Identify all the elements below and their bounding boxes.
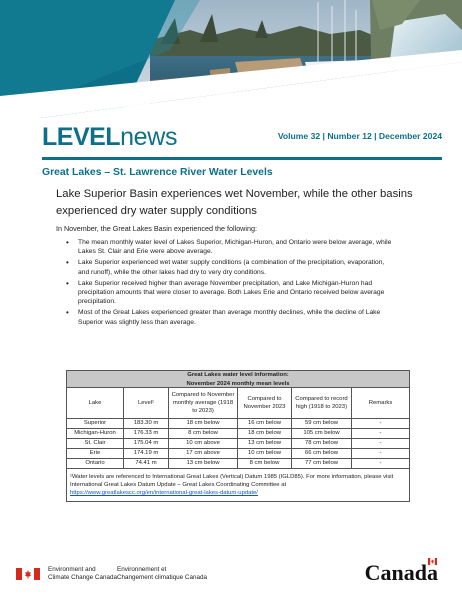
cell-remarks: - xyxy=(352,429,410,439)
department-name-french xyxy=(117,566,207,582)
newsletter-logo xyxy=(42,122,177,152)
datum-update-link[interactable]: https://www.greatlakescc.org/en/international-great-lakes-datum-update/ xyxy=(70,490,258,496)
table-row xyxy=(67,449,410,459)
footnote-text: ¹Water levels are referenced to International Great Lakes (Vertical) Datum 1985 (IGLD85). For more information, please visit International Great Lakes Datum Update – Great Lakes Coordinating Committee at xyxy=(70,474,394,488)
dept-en-line1: Environment and xyxy=(48,566,96,573)
masthead-rule xyxy=(42,157,442,160)
list-item: • Lake Superior received higher than average November precipitation, and Lake Michigan-Huron had precipitation amounts that were closer to average. Both Lakes Erie and Ontario received below average precipitation. xyxy=(66,279,396,307)
cell-vs-record: 105 cm below xyxy=(292,429,352,439)
cell-vs-last-year: 8 cm below xyxy=(238,459,292,469)
intro-text: In November, the Great Lakes Basin experienced the following: xyxy=(56,224,257,233)
section-title: Great Lakes – St. Lawrence River Water Levels xyxy=(42,167,273,178)
cell-vs-record: 78 cm below xyxy=(292,439,352,449)
cell-vs-month-avg: 8 cm below xyxy=(169,429,238,439)
brand-bold-text: LEVEL xyxy=(42,123,121,151)
cell-vs-month-avg: 18 cm below xyxy=(169,419,238,429)
cell-vs-record: 59 cm below xyxy=(292,419,352,429)
cell-level: 174.19 m xyxy=(124,449,169,459)
cell-level: 176.33 m xyxy=(124,429,169,439)
findings-list xyxy=(66,238,396,329)
dept-en-line2: Climate Change Canada xyxy=(48,574,117,581)
article-headline: Lake Superior Basin experiences wet November, while the other basins experienced dry water supply conditions xyxy=(56,188,413,217)
cell-remarks: - xyxy=(352,439,410,449)
cell-vs-last-year: 16 cm below xyxy=(238,419,292,429)
table-row xyxy=(67,439,410,449)
cell-vs-last-year: 18 cm below xyxy=(238,429,292,439)
cell-vs-record: 77 cm below xyxy=(292,459,352,469)
header-banner xyxy=(0,0,462,118)
table-caption-line1: Great Lakes water level information: xyxy=(187,371,289,378)
col-header-vs-last-year: Compared to November 2023 xyxy=(238,388,292,419)
brand-light-text: news xyxy=(120,123,178,151)
list-item: • Most of the Great Lakes experienced greater than average monthly declines, while the decline of Lake Superior was slightly less than average. xyxy=(66,308,396,326)
cell-vs-month-avg: 10 cm above xyxy=(169,439,238,449)
cell-vs-last-year: 10 cm below xyxy=(238,449,292,459)
cell-vs-last-year: 13 cm below xyxy=(238,439,292,449)
dept-fr-line1: Environnement et xyxy=(117,566,167,573)
canada-wordmark: Canada xyxy=(364,560,438,585)
list-item: • Lake Superior experienced wet water supply conditions (a combination of the precipitation, evaporation, and runoff), while the other lakes had dry to very dry conditions. xyxy=(66,258,396,276)
cell-level: 175.04 m xyxy=(124,439,169,449)
masthead xyxy=(42,122,442,156)
department-name-english xyxy=(48,566,117,582)
list-item: • The mean monthly water level of Lakes Superior, Michigan-Huron, and Ontario were below average, while Lakes St. Clair and Erie were above average. xyxy=(66,238,396,256)
dept-fr-line2: Changement climatique Canada xyxy=(117,574,207,581)
cell-lake: Ontario xyxy=(67,459,124,469)
page-footer xyxy=(0,555,462,595)
table-footnote xyxy=(67,469,410,502)
banner-photo-collage xyxy=(0,0,462,118)
cell-level: 74.41 m xyxy=(124,459,169,469)
col-header-vs-month-avg: Compared to November monthly average (1918 to 2023) xyxy=(169,388,238,419)
cell-vs-month-avg: 13 cm below xyxy=(169,459,238,469)
cell-remarks: - xyxy=(352,419,410,429)
issue-info: Volume 32 | Number 12 | December 2024 xyxy=(277,131,442,141)
cell-lake: Superior xyxy=(67,419,124,429)
col-header-vs-record: Compared to record high (1918 to 2023) xyxy=(292,388,352,419)
table-caption-line2: November 2024 monthly mean levels xyxy=(186,380,290,387)
cell-remarks: - xyxy=(352,449,410,459)
table-row xyxy=(67,459,410,469)
table-row xyxy=(67,419,410,429)
cell-vs-record: 66 cm below xyxy=(292,449,352,459)
col-header-lake: Lake xyxy=(67,388,124,419)
table-row xyxy=(67,429,410,439)
canada-flag-icon xyxy=(16,568,40,580)
cell-vs-month-avg: 17 cm above xyxy=(169,449,238,459)
cell-lake: St. Clair xyxy=(67,439,124,449)
col-header-level: Level¹ xyxy=(124,388,169,419)
water-level-table xyxy=(66,370,410,502)
cell-lake: Erie xyxy=(67,449,124,459)
col-header-remarks: Remarks xyxy=(352,388,410,419)
cell-lake: Michigan-Huron xyxy=(67,429,124,439)
cell-level: 183.30 m xyxy=(124,419,169,429)
cell-remarks: - xyxy=(352,459,410,469)
table-caption xyxy=(67,371,410,388)
